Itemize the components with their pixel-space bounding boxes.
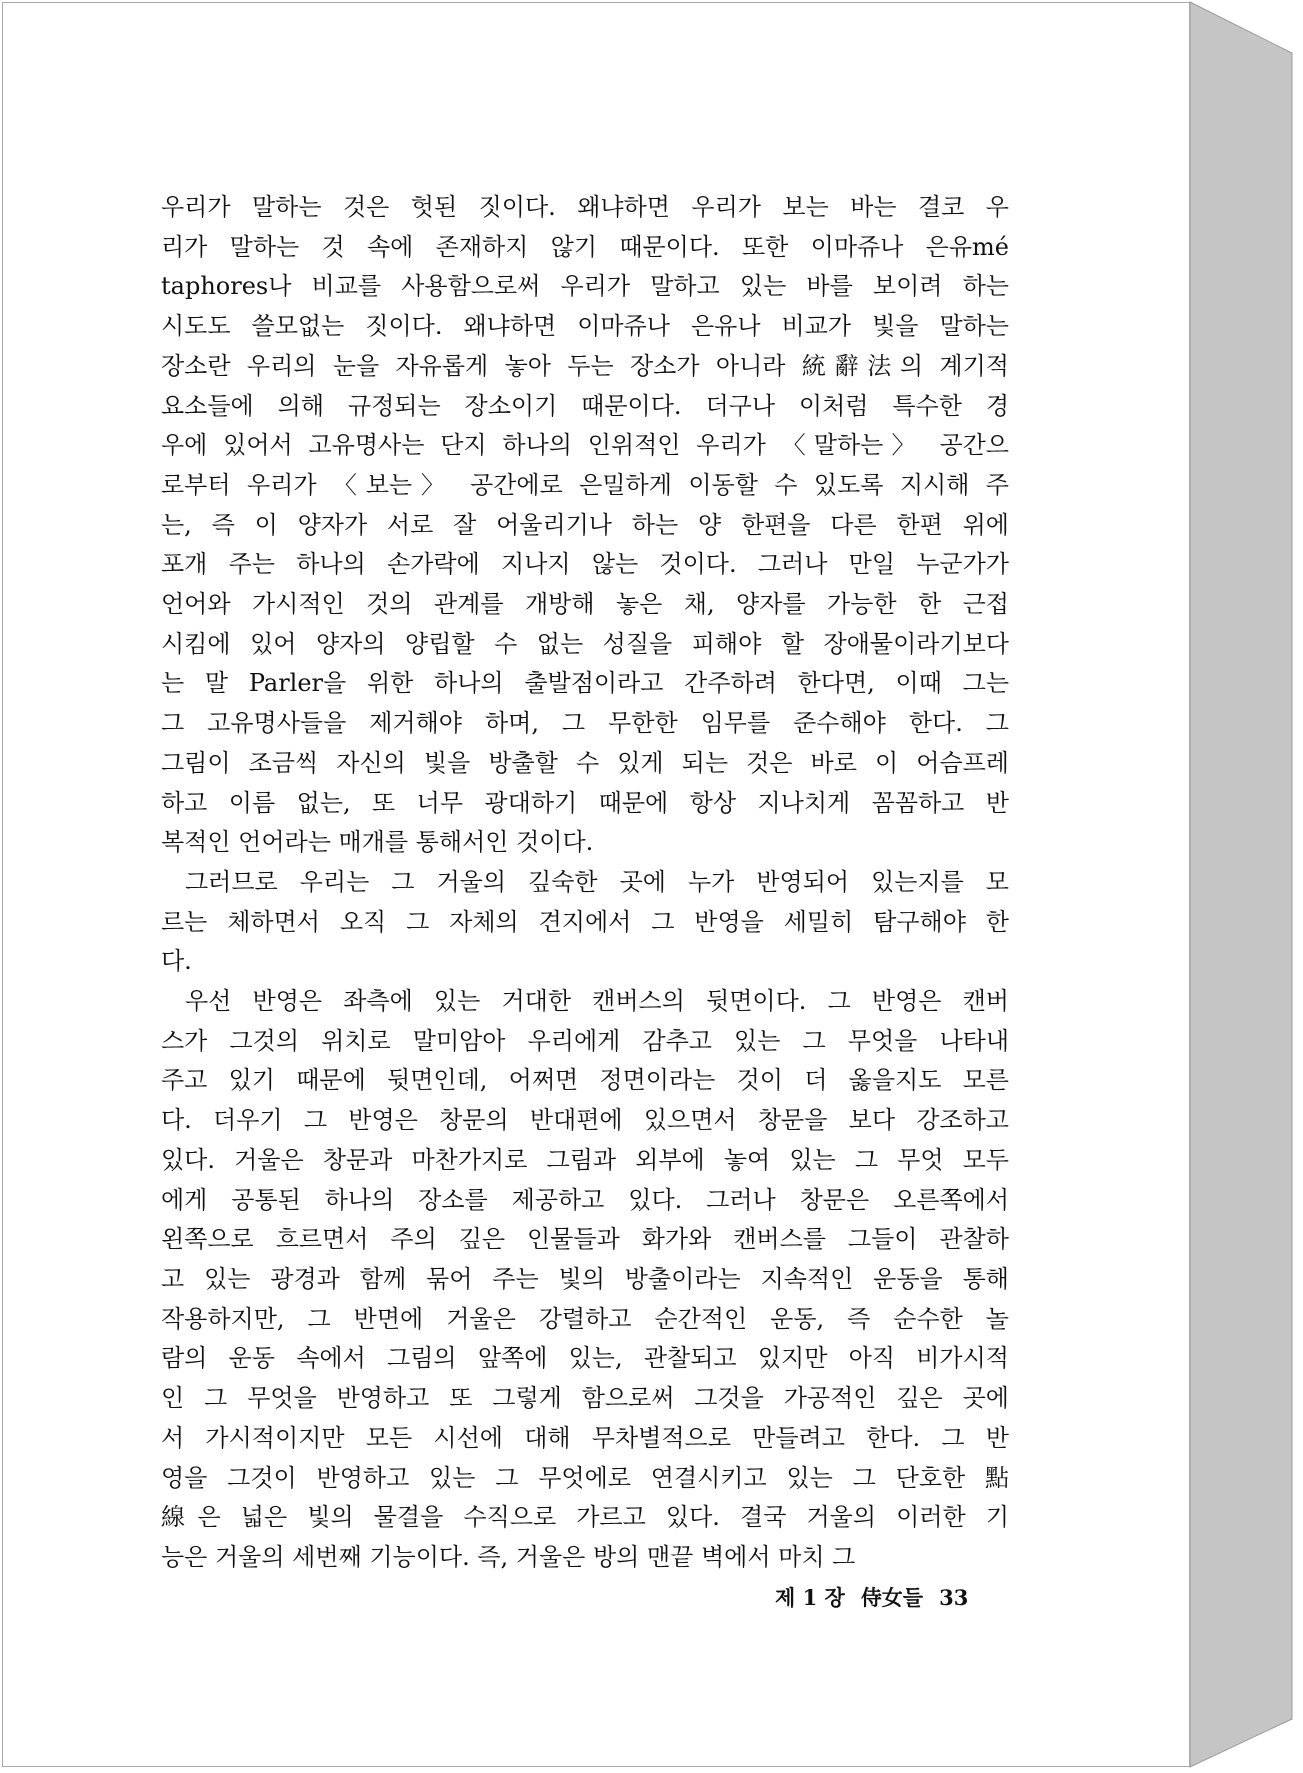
- text-line: 왼쪽으로 흐르면서 주의 깊은 인물들과 화가와 캔버스를 그들이 관찰하: [161, 1225, 1009, 1254]
- text-line: 우선 반영은 좌측에 있는 거대한 캔버스의 뒷면이다. 그 반영은 캔버: [185, 987, 1009, 1016]
- book-side-face: [1190, 2, 1292, 1767]
- chapter-number: 제 1 장: [775, 1585, 845, 1610]
- text-line: 복적인 언어라는 매개를 통해서인 것이다.: [161, 828, 594, 857]
- text-line: 는 말 Parler을 위한 하나의 출발점이라고 간주하려 한다면, 이때 그는: [161, 669, 1009, 698]
- text-line: 작용하지만, 그 반면에 거울은 강렬하고 순간적인 운동, 즉 순수한 놀: [161, 1304, 1009, 1333]
- text-line: 리가 말하는 것 속에 존재하지 않기 때문이다. 또한 이마쥬나 은유mé: [161, 232, 1009, 261]
- text-line: 로부터 우리가 〈보는〉 공간에로 은밀하게 이동할 수 있도록 지시해 주: [161, 470, 1009, 499]
- text-line: 서 가시적이지만 모든 시선에 대해 무차별적으로 만들려고 한다. 그 반: [161, 1423, 1009, 1452]
- text-line: 영을 그것이 반영하고 있는 그 무엇에로 연결시키고 있는 그 단호한 點: [161, 1463, 1009, 1492]
- text-line: taphores나 비교를 사용함으로써 우리가 말하고 있는 바를 보이려 하는: [161, 272, 1009, 301]
- text-line: 線은 넓은 빛의 물결을 수직으로 가르고 있다. 결국 거울의 이러한 기: [161, 1503, 1009, 1532]
- text-line: 시킴에 있어 양자의 양립할 수 없는 성질을 피해야 할 장애물이라기보다: [161, 629, 1009, 658]
- text-line: 있다. 거울은 창문과 마찬가지로 그림과 외부에 놓여 있는 그 무엇 모두: [161, 1145, 1009, 1174]
- text-line: 는, 즉 이 양자가 서로 잘 어울리기나 하는 양 한편을 다른 한편 위에: [161, 510, 1009, 539]
- text-line: 그림이 조금씩 자신의 빛을 방출할 수 있게 되는 것은 바로 이 어슴프레: [161, 748, 1009, 777]
- text-line: 하고 이름 없는, 또 너무 광대하기 때문에 항상 지나치게 꼼꼼하고 반: [161, 788, 1009, 817]
- text-line: 포개 주는 하나의 손가락에 지나지 않는 것이다. 그러나 만일 누군가가: [161, 550, 1009, 579]
- text-line: 우에 있어서 고유명사는 단지 하나의 인위적인 우리가 〈말하는〉 공간으: [161, 431, 1009, 460]
- text-line: 다. 더우기 그 반영은 창문의 반대편에 있으면서 창문을 보다 강조하고: [161, 1106, 1009, 1135]
- page-body-text: [161, 188, 1009, 1578]
- text-line: 그 고유명사들을 제거해야 하며, 그 무한한 임무를 준수해야 한다. 그: [161, 709, 1009, 738]
- text-line: 에게 공통된 하나의 장소를 제공하고 있다. 그러나 창문은 오른쪽에서: [161, 1185, 1009, 1214]
- text-line: 람의 운동 속에서 그림의 앞쪽에 있는, 관찰되고 있지만 아직 비가시적: [161, 1344, 1009, 1373]
- text-line: 그러므로 우리는 그 거울의 깊숙한 곳에 누가 반영되어 있는지를 모: [185, 867, 1009, 896]
- text-line: 요소들에 의해 규정되는 장소이기 때문이다. 더구나 이처럼 특수한 경: [161, 391, 1009, 420]
- text-line: 우리가 말하는 것은 헛된 짓이다. 왜냐하면 우리가 보는 바는 결코 우: [161, 193, 1009, 221]
- page-number: 33: [939, 1585, 969, 1610]
- text-line: 언어와 가시적인 것의 관계를 개방해 놓은 채, 양자를 가능한 한 근접: [161, 590, 1009, 619]
- text-line: 능은 거울의 세번째 기능이다. 즉, 거울은 방의 맨끝 벽에서 마치 그: [161, 1542, 856, 1571]
- text-line: 르는 체하면서 오직 그 자체의 견지에서 그 반영을 세밀히 탐구해야 한: [161, 907, 1009, 936]
- text-line: 고 있는 광경과 함께 묶어 주는 빛의 방출이라는 지속적인 운동을 통해: [161, 1264, 1009, 1293]
- text-line: 다.: [161, 947, 192, 976]
- text-line: 인 그 무엇을 반영하고 또 그렇게 함으로써 그것을 가공적인 깊은 곳에: [161, 1384, 1009, 1413]
- text-line: 장소란 우리의 눈을 자유롭게 놓아 두는 장소가 아니라 統辭法의 계기적: [161, 351, 1009, 380]
- chapter-title: 侍女들: [860, 1585, 924, 1610]
- page-footer: [775, 1582, 968, 1612]
- text-line: 주고 있기 때문에 뒷면인데, 어쩌면 정면이라는 것이 더 옳을지도 모른: [161, 1066, 1009, 1095]
- text-line: 시도도 쓸모없는 짓이다. 왜냐하면 이마쥬나 은유나 비교가 빛을 말하는: [161, 312, 1009, 341]
- text-line: 스가 그것의 위치로 말미암아 우리에게 감추고 있는 그 무엇을 나타내: [161, 1026, 1009, 1055]
